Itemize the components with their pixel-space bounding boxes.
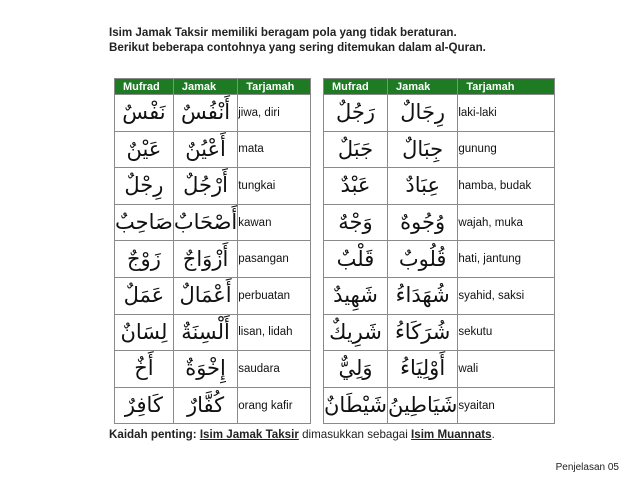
table-row (115, 241, 311, 278)
table-header-row (115, 79, 311, 95)
mufrad-cell: أَخٌ (115, 351, 174, 388)
table-row (324, 241, 555, 278)
jamak-cell: أَصْحَابٌ (173, 204, 237, 241)
slide-footer: Penjelasan 05 (555, 462, 619, 473)
table-row (324, 387, 555, 424)
tarjamah-cell: kawan (238, 204, 311, 241)
jamak-cell: أَعْيُنٌ (173, 131, 237, 168)
jamak-cell: أَعْمَالٌ (173, 277, 237, 314)
intro-line-2: Berikut beberapa contohnya yang sering ditemukan dalam al-Quran. (109, 41, 486, 54)
tarjamah-cell: perbuatan (238, 277, 311, 314)
jamak-cell: رِجَالٌ (387, 95, 457, 132)
table-row (324, 314, 555, 351)
tarjamah-cell: mata (238, 131, 311, 168)
note-prefix: Kaidah penting: (109, 428, 197, 441)
mufrad-cell: وَلِيٌّ (324, 351, 388, 388)
table-row (324, 351, 555, 388)
jamak-cell: أَلْسِنَةٌ (173, 314, 237, 351)
header-jamak: Jamak (387, 79, 457, 95)
table-row (115, 204, 311, 241)
tarjamah-cell: jiwa, diri (238, 95, 311, 132)
mufrad-cell: شَيْطَانٌ (324, 387, 388, 424)
table-row (324, 95, 555, 132)
intro-line-1: Isim Jamak Taksir memiliki beragam pola yang tidak beraturan. (109, 26, 457, 39)
header-mufrad: Mufrad (324, 79, 388, 95)
table-row (115, 351, 311, 388)
table-row (115, 277, 311, 314)
tarjamah-cell: laki-laki (458, 95, 555, 132)
tarjamah-cell: saudara (238, 351, 311, 388)
jamak-cell: إِخْوَةٌ (173, 351, 237, 388)
tarjamah-cell: syahid, saksi (458, 277, 555, 314)
tarjamah-cell: wali (458, 351, 555, 388)
tarjamah-cell: sekutu (458, 314, 555, 351)
tarjamah-cell: hamba, budak (458, 168, 555, 205)
tarjamah-cell: lisan, lidah (238, 314, 311, 351)
mufrad-cell: عَمَلٌ (115, 277, 174, 314)
jamak-cell: كُفَّارٌ (173, 387, 237, 424)
mufrad-cell: جَبَلٌ (324, 131, 388, 168)
mufrad-cell: نَفْسٌ (115, 95, 174, 132)
table-row (324, 204, 555, 241)
intro-text (109, 25, 609, 55)
mufrad-cell: شَهِيدٌ (324, 277, 388, 314)
table-row (115, 95, 311, 132)
tarjamah-cell: orang kafir (238, 387, 311, 424)
tarjamah-cell: gunung (458, 131, 555, 168)
mufrad-cell: قَلْبٌ (324, 241, 388, 278)
mufrad-cell: رِجْلٌ (115, 168, 174, 205)
mufrad-cell: عَيْنٌ (115, 131, 174, 168)
header-tarjamah: Tarjamah (238, 79, 311, 95)
jamak-cell: وُجُوهٌ (387, 204, 457, 241)
note-term-jamak-taksir: Isim Jamak Taksir (199, 428, 299, 441)
table-row (115, 168, 311, 205)
left-table (114, 78, 311, 424)
note-end: . (491, 428, 495, 441)
mufrad-cell: وَجْهٌ (324, 204, 388, 241)
mufrad-cell: عَبْدٌ (324, 168, 388, 205)
tarjamah-cell: tungkai (238, 168, 311, 205)
jamak-cell: أَنْفُسٌ (173, 95, 237, 132)
table-header-row (324, 79, 555, 95)
jamak-cell: أَزْوَاجٌ (173, 241, 237, 278)
rule-note (109, 428, 629, 441)
jamak-cell: جِبَالٌ (387, 131, 457, 168)
mufrad-cell: صَاحِبٌ (115, 204, 174, 241)
note-middle: dimasukkan sebagai (302, 428, 408, 441)
note-term-muannats: Isim Muannats (411, 428, 492, 441)
table-row (115, 387, 311, 424)
mufrad-cell: زَوْجٌ (115, 241, 174, 278)
header-tarjamah: Tarjamah (458, 79, 555, 95)
mufrad-cell: كَافِرٌ (115, 387, 174, 424)
mufrad-cell: رَجُلٌ (324, 95, 388, 132)
table-row (115, 131, 311, 168)
table-row (324, 168, 555, 205)
table-row (115, 314, 311, 351)
header-mufrad: Mufrad (115, 79, 174, 95)
table-row (324, 277, 555, 314)
mufrad-cell: لِسَانٌ (115, 314, 174, 351)
jamak-cell: عِبَادٌ (387, 168, 457, 205)
table-row (324, 131, 555, 168)
jamak-cell: شُرَكَاءُ (387, 314, 457, 351)
jamak-cell: شَيَاطِينُ (387, 387, 457, 424)
jamak-cell: شُهَدَاءُ (387, 277, 457, 314)
tarjamah-cell: syaitan (458, 387, 555, 424)
mufrad-cell: شَرِيكٌ (324, 314, 388, 351)
tarjamah-cell: pasangan (238, 241, 311, 278)
header-jamak: Jamak (173, 79, 237, 95)
jamak-cell: قُلُوبٌ (387, 241, 457, 278)
tarjamah-cell: wajah, muka (458, 204, 555, 241)
right-table (323, 78, 555, 424)
tarjamah-cell: hati, jantung (458, 241, 555, 278)
jamak-cell: أَرْجُلٌ (173, 168, 237, 205)
jamak-cell: أَوْلِيَاءُ (387, 351, 457, 388)
